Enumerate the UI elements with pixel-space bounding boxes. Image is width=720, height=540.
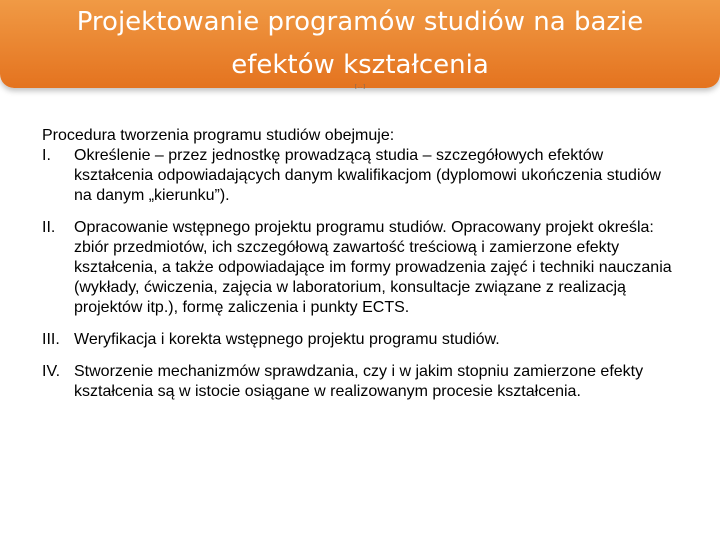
procedure-list xyxy=(42,146,678,402)
item-number: II. xyxy=(42,219,56,236)
list-item xyxy=(42,330,678,350)
item-text: Weryfikacja i korekta wstępnego projektu programu studiów. xyxy=(74,331,500,348)
list-item xyxy=(42,218,678,318)
title-banner xyxy=(0,0,720,88)
item-text: Określenie – przez jednostkę prowadzącą studia – szczegółowych efektów kształcenia odpowiadających danym kwalifikacjom (dyplomowi ukończenia studiów na danym „kierunku”). xyxy=(74,147,661,204)
item-text: Stworzenie mechanizmów sprawdzania, czy i w jakim stopniu zamierzone efekty kształcenia są w istocie osiągane w realizowanym procesie kształcenia. xyxy=(74,363,644,400)
item-text: Opracowanie wstępnego projektu programu studiów. Opracowany projekt określa: zbiór przedmiotów, ich szczegółową zawartość treściową i zamierzone efekty kształcenia, a także odpowiadające im formy prowadzenia zajęć i techniki nauczania (wykłady, ćwiczenia, zajęcia w laboratorium, konsultacje związane z realizacją projektów itp.), formę zaliczenia i punkty ECTS. xyxy=(74,219,672,316)
list-item xyxy=(42,146,678,206)
footnote-text: [ ... ] xyxy=(355,84,365,90)
slide-content xyxy=(42,126,678,402)
item-number: I. xyxy=(42,147,51,164)
intro-text: Procedura tworzenia programu studiów obejmuje: xyxy=(42,127,395,144)
slide-title: Projektowanie programów studiów na bazie efektów kształcenia xyxy=(76,7,644,80)
item-number: IV. xyxy=(42,363,61,380)
item-number: III. xyxy=(42,331,60,348)
list-item xyxy=(42,362,678,402)
